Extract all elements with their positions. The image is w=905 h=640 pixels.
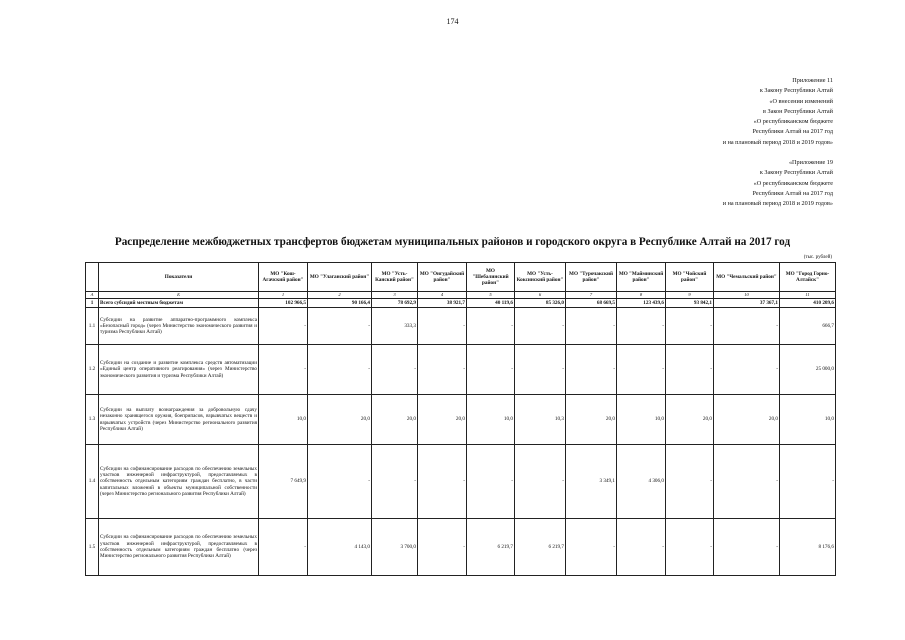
row-number: 1 [86, 299, 99, 308]
value-cell: 102 966,5 [259, 299, 308, 308]
value-cell: 666,7 [780, 308, 836, 345]
row-number: 1.5 [86, 519, 99, 576]
value-cell: - [372, 445, 418, 519]
value-cell: - [259, 345, 308, 395]
value-cell: - [418, 308, 467, 345]
value-cell: 8 176,6 [780, 519, 836, 576]
value-cell: - [515, 445, 566, 519]
appendix-line: к Закону Республики Алтай [759, 87, 833, 95]
total-row [86, 299, 836, 308]
column-index: А [86, 292, 99, 299]
value-cell: 20,0 [714, 395, 780, 445]
value-cell: 20,0 [566, 395, 617, 445]
row-label: Субсидии на создание и развитие комплекса средств автоматизации «Единый центр оперативного реагирования» (через Министерство экономического развития и туризма Республики Алтай) [99, 345, 259, 395]
header-district: МО "Чемальский район" [714, 263, 780, 292]
value-cell: 10,0 [467, 395, 515, 445]
appendix-note-amendment [723, 76, 833, 148]
row-label: Всего субсидий местным бюджетам [99, 299, 259, 308]
value-cell: - [617, 345, 666, 395]
value-cell: - [617, 519, 666, 576]
value-cell: 20,0 [666, 395, 714, 445]
value-cell: - [515, 308, 566, 345]
header-district: МО "Кош-Агачский район" [259, 263, 308, 292]
value-cell: 40 119,6 [467, 299, 515, 308]
appendix-line: к Закону Республики Алтай [759, 169, 833, 177]
column-index-row [86, 292, 836, 299]
value-cell: 6 219,7 [515, 519, 566, 576]
value-cell: 7 649,9 [259, 445, 308, 519]
value-cell: 10,0 [780, 395, 836, 445]
value-cell: - [566, 345, 617, 395]
header-district: МО "Чойский район" [666, 263, 714, 292]
value-cell: 90 166,4 [308, 299, 372, 308]
appendix-line: Республики Алтай на 2017 год [752, 189, 833, 197]
column-index: 8 [617, 292, 666, 299]
header-city: МО "Город Горно-Алтайск" [780, 263, 836, 292]
table-row [86, 445, 836, 519]
column-index: 5 [467, 292, 515, 299]
column-index: 6 [515, 292, 566, 299]
header-district: МО "Шебалинский район" [467, 263, 515, 292]
value-cell: - [308, 445, 372, 519]
value-cell: 93 842,1 [666, 299, 714, 308]
column-index: 3 [372, 292, 418, 299]
value-cell: 78 692,9 [372, 299, 418, 308]
row-number: 1.1 [86, 308, 99, 345]
header-district: МО "Усть-Канский район" [372, 263, 418, 292]
value-cell: 25 000,0 [780, 345, 836, 395]
value-cell: 6 219,7 [467, 519, 515, 576]
row-number: 1.2 [86, 345, 99, 395]
table-row [86, 345, 836, 395]
value-cell: - [515, 345, 566, 395]
value-cell: - [666, 519, 714, 576]
value-cell: 38 921,7 [418, 299, 467, 308]
row-label: Субсидии на софинансирование расходов по обеспечению земельных участков инженерной инфраструктурой, предоставляемых в собственность отдельным категориям граждан бесплатно, в части капитальных вложений в объекты муниципальной собственности (через Министерство регионального развития Республики Алтай) [99, 445, 259, 519]
value-cell: 4 306,0 [617, 445, 666, 519]
row-number: 1.3 [86, 395, 99, 445]
header-row [86, 263, 836, 292]
value-cell: 20,0 [418, 395, 467, 445]
row-label: Субсидии на выплату вознаграждения за добровольную сдачу незаконно хранящегося оружия, боеприпасов, взрывчатых веществ и взрывчатых устройств (через Министерство регионального развития Республики Алтай) [99, 395, 259, 445]
value-cell: - [259, 308, 308, 345]
value-cell: - [467, 345, 515, 395]
value-cell: - [714, 345, 780, 395]
value-cell: - [566, 519, 617, 576]
appendix-line: и на плановый период 2018 и 2019 годов» [722, 200, 833, 208]
table-row [86, 395, 836, 445]
header-number-cell [86, 263, 99, 292]
value-cell: 10,0 [259, 395, 308, 445]
value-cell: 68 669,5 [566, 299, 617, 308]
value-cell: 85 326,0 [515, 299, 566, 308]
column-index: 4 [418, 292, 467, 299]
value-cell: 4 143,0 [308, 519, 372, 576]
column-index: Б [99, 292, 259, 299]
value-cell: - [467, 308, 515, 345]
units-note: (тыс. рублей) [803, 255, 832, 260]
row-label: Субсидии на развитие аппаратно-программного комплекса «Безопасный город» (через Министерство экономического развития и туризма Республики Алтай) [99, 308, 259, 345]
value-cell: - [566, 308, 617, 345]
value-cell: 3 700,0 [372, 519, 418, 576]
value-cell: - [418, 445, 467, 519]
value-cell: 123 439,6 [617, 299, 666, 308]
value-cell: 3 349,1 [566, 445, 617, 519]
column-index: 7 [566, 292, 617, 299]
row-number: 1.4 [86, 445, 99, 519]
appendix-line: Республики Алтай на 2017 год [752, 128, 833, 136]
value-cell: - [259, 519, 308, 576]
value-cell: - [418, 519, 467, 576]
header-district: МО "Усть-Коксинский район" [515, 263, 566, 292]
appendix-line: и на плановый период 2018 и 2019 годов» [722, 138, 833, 146]
value-cell: 10,0 [617, 395, 666, 445]
value-cell: - [666, 445, 714, 519]
value-cell: - [372, 345, 418, 395]
value-cell: - [617, 308, 666, 345]
row-label: Субсидии на софинансирование расходов по обеспечению земельных участков инженерной инфраструктурой, предоставляемых в собственность отдельным категориям граждан бесплатно (через Министерство регионального развития Республики Алтай) [99, 519, 259, 576]
appendix-note-original [723, 158, 833, 209]
page-number: 174 [446, 17, 459, 26]
header-district: МО "Улаганский район" [308, 263, 372, 292]
table-row [86, 308, 836, 345]
value-cell: 37 367,1 [714, 299, 780, 308]
appendix-line: «О внесении изменений [769, 97, 833, 105]
appendix-line: «Приложение 19 [788, 159, 833, 166]
value-cell: 20,0 [308, 395, 372, 445]
value-cell: - [308, 345, 372, 395]
value-cell: - [308, 308, 372, 345]
appendix-line: «О республиканском бюджете [753, 118, 833, 126]
value-cell: - [714, 445, 780, 519]
appendix-line: «О республиканском бюджете [753, 179, 833, 187]
header-indicators: Показатели [99, 263, 259, 292]
value-cell: - [418, 345, 467, 395]
appendix-line: Приложение 11 [792, 77, 833, 84]
value-cell: 10,3 [515, 395, 566, 445]
value-cell: 333,3 [372, 308, 418, 345]
value-cell: - [780, 445, 836, 519]
value-cell: - [666, 308, 714, 345]
value-cell: - [714, 308, 780, 345]
value-cell: - [666, 345, 714, 395]
transfers-table [85, 262, 836, 576]
header-district: МО "Онгудайский район" [418, 263, 467, 292]
value-cell: 20,0 [372, 395, 418, 445]
column-index: 11 [780, 292, 836, 299]
header-district: МО "Майминский район" [617, 263, 666, 292]
column-index: 9 [666, 292, 714, 299]
value-cell: 410 209,6 [780, 299, 836, 308]
column-index: 1 [259, 292, 308, 299]
document-title: Распределение межбюджетных трансфертов бюджетам муниципальных районов и городского округа в Республике Алтай на 2017 год [114, 236, 791, 248]
column-index: 2 [308, 292, 372, 299]
header-district: МО "Турочакский район" [566, 263, 617, 292]
column-index: 10 [714, 292, 780, 299]
value-cell: - [714, 519, 780, 576]
appendix-line: в Закон Республики Алтай [763, 107, 833, 115]
table-row [86, 519, 836, 576]
value-cell: - [467, 445, 515, 519]
